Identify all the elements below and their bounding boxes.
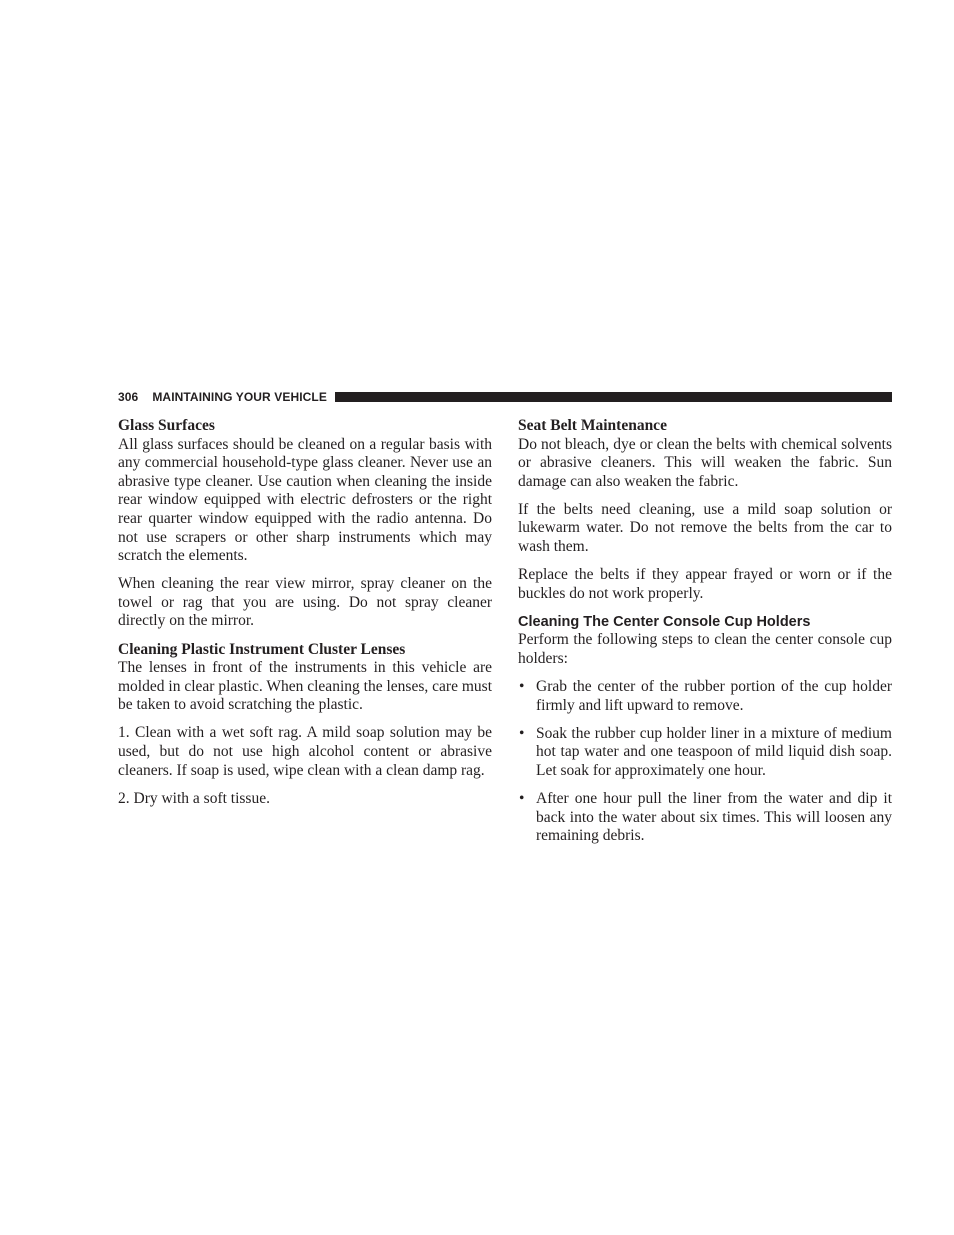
page-number: 306 <box>118 390 139 404</box>
list-item <box>518 725 892 781</box>
section-title: MAINTAINING YOUR VEHICLE <box>152 390 327 404</box>
right-column <box>518 417 892 855</box>
seat-belt-heading: Seat Belt Maintenance <box>518 417 667 434</box>
glass-surfaces-paragraph-2: When cleaning the rear view mirror, spray cleaner on the towel or rag that you are using. Do not spray cleaner directly on the mirror. <box>118 575 492 630</box>
section-gap <box>518 603 892 613</box>
seat-belt-paragraph-2: If the belts need cleaning, use a mild soap solution or lukewarm water. Do not remove the belts from the car to wash them. <box>518 500 892 556</box>
glass-surfaces-paragraph-1: All glass surfaces should be cleaned on a regular basis with any commercial household-type glass cleaner. Never use an abrasive type cleaner. Use caution when cleaning the inside rear window equipped with electric defrosters or the right rear quarter window equipped with the radio antenna. Do not use scrapers or other sharp instruments which may scratch the elements. <box>118 435 492 565</box>
header-rule <box>335 392 892 402</box>
bullet-icon: • <box>519 678 525 696</box>
lenses-step-1: 1. Clean with a wet soft rag. A mild soap solution may be used, but do not use high alcohol content or abrasive cleaners. If soap is used, wipe clean with a clean damp rag. <box>118 724 492 779</box>
list-item-text: Soak the rubber cup holder liner in a mixture of medium hot tap water and one teaspoon of mild liquid dish soap. Let soak for approximately one hour. <box>536 724 892 779</box>
cup-holders-steps <box>518 678 892 846</box>
list-item-text: After one hour pull the liner from the water and dip it back into the water about six times. This will loosen any remaining debris. <box>536 790 892 845</box>
lenses-paragraph: The lenses in front of the instruments in this vehicle are molded in clear plastic. When cleaning the lenses, care must be taken to avoid scratching the plastic. <box>118 659 492 714</box>
bullet-icon: • <box>519 790 525 808</box>
list-item-text: Grab the center of the rubber portion of the cup holder firmly and lift upward to remove. <box>536 678 892 714</box>
seat-belt-paragraph-3: Replace the belts if they appear frayed or worn or if the buckles do not work properly. <box>518 566 892 602</box>
left-column <box>118 417 492 808</box>
bullet-icon: • <box>519 724 525 742</box>
glass-surfaces-heading: Glass Surfaces <box>118 417 215 434</box>
seat-belt-paragraph-1: Do not bleach, dye or clean the belts with chemical solvents or abrasive cleaners. This will weaken the fabric. Sun damage can also weaken the fabric. <box>518 435 892 490</box>
lenses-step-2: 2. Dry with a soft tissue. <box>118 789 270 807</box>
cup-holders-intro: Perform the following steps to clean the center console cup holders: <box>518 631 892 668</box>
list-item <box>518 790 892 846</box>
list-item <box>518 678 892 715</box>
lenses-heading: Cleaning Plastic Instrument Cluster Lenses <box>118 640 406 658</box>
cup-holders-heading: Cleaning The Center Console Cup Holders <box>518 613 811 630</box>
page-header <box>118 389 892 405</box>
